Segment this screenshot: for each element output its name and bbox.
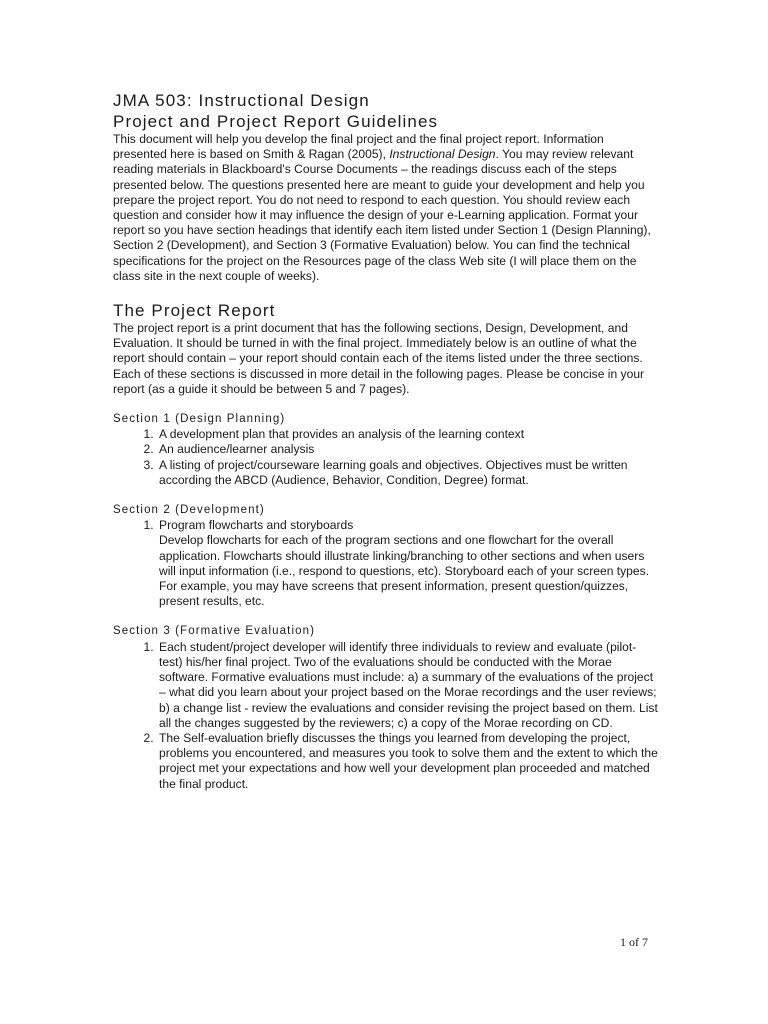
title-line-2: Project and Project Report Guidelines <box>113 112 439 131</box>
list-item: 1. Each student/project developer will identify three individuals to review and evaluate (pilot-test) his/her final project. Two of the evaluations should be conducted with the Morae software. Formative evaluations must include: a) a summary of the evaluations of the project – what did you learn about your project based on the Morae recordings and the user reviews; b) a change list - review the evaluations and consider revising the project based on them. List all the changes suggested by the reviewers; c) a copy of the Morae recording on CD. <box>157 640 658 731</box>
section-1-label: Section 1 (Design Planning) <box>113 413 286 426</box>
intro-paragraph <box>113 132 658 284</box>
document-title <box>113 90 658 132</box>
project-report-paragraph: The project report is a print document that has the following sections, Design, Development, and Evaluation. It should be turned in with the final project. Immediately below is an outline of what the report should contain – your report should contain each of the items listed under the three sections. Each of these sections is discussed in more detail in the following pages. Please be concise in your report (as a guide it should be between 5 and 7 pages). <box>113 321 645 396</box>
section-3-label: Section 3 (Formative Evaluation) <box>113 625 316 638</box>
page-number: 1 of 7 <box>620 935 648 949</box>
section-2-list <box>113 518 658 609</box>
intro-text-rest: . You may review relevant reading materials in Blackboard's Course Documents – the readings discuss each of the steps presented below. The questions presented here are meant to guide your development and help you prepare the project report. You do not need to respond to each question. You should review each question and consider how it may influence the design of your e-Learning application. Format your report so you have section headings that identify each item listed under Section 1 (Design Planning), Section 2 (Development), and Section 3 (Formative Evaluation) below. You can find the technical specifications for the project on the Resources page of the class Web site (I will place them on the class site in the next couple of weeks). <box>113 147 651 283</box>
list-item: 1. Program flowcharts and storyboards Develop flowcharts for each of the program sections and one flowchart for the overall application. Flowcharts should illustrate linking/branching to other sections and when users will input information (i.e., respond to questions, etc). Storyboard each of your screen types. For example, you may have screens that present information, present question/quizzes, present results, etc. <box>157 518 658 609</box>
page-content <box>113 90 658 792</box>
section-1-list <box>113 427 658 488</box>
intro-book-title: Instructional Design <box>389 147 496 162</box>
project-report-heading: The Project Report <box>113 301 276 321</box>
section-2-label: Section 2 (Development) <box>113 504 265 517</box>
intro-text-start: This document will help you develop the final project and the final project report. Information presented here is based on Smith & Ragan (2005), <box>113 132 604 162</box>
list-item: 3. A listing of project/courseware learning goals and objectives. Objectives must be written according the ABCD (Audience, Behavior, Condition, Degree) format. <box>157 458 658 488</box>
section-3-list <box>113 640 658 792</box>
title-line-1: JMA 503: Instructional Design <box>113 91 370 110</box>
list-item: 1. A development plan that provides an analysis of the learning context <box>157 427 658 442</box>
list-item: 2. An audience/learner analysis <box>157 442 658 457</box>
list-item: 2. The Self-evaluation briefly discusses the things you learned from developing the project, problems you encountered, and measures you took to solve them and the extent to which the project met your expectations and how well your development plan proceeded and matched the final product. <box>157 731 658 792</box>
